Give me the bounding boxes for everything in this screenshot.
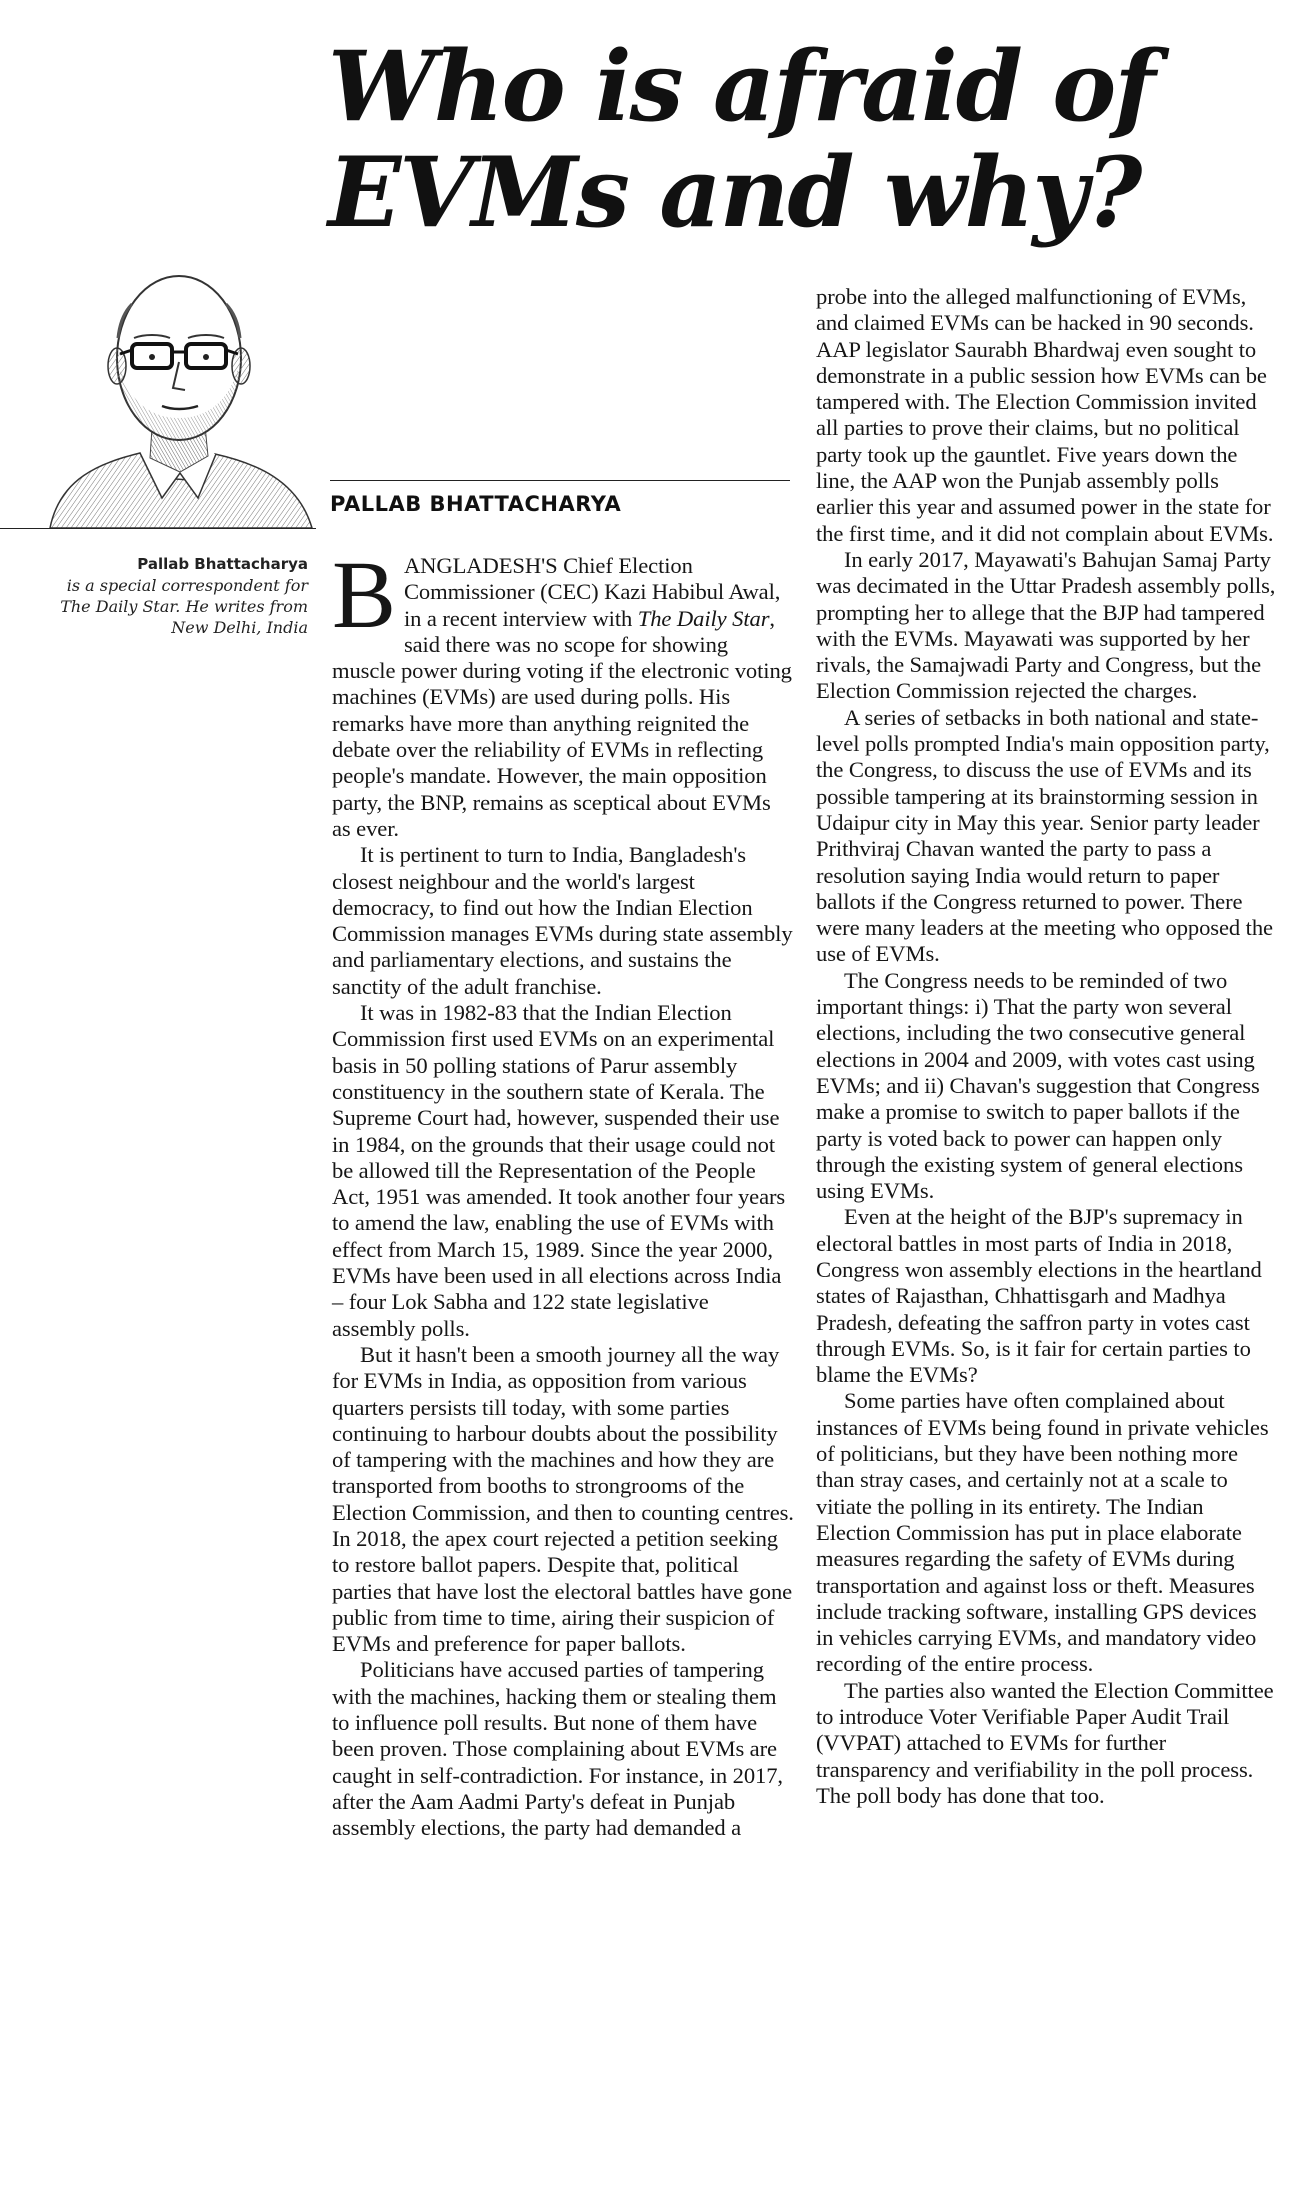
author-bio — [60, 554, 308, 638]
paragraph — [332, 541, 794, 842]
bio-author-name: Pallab Bhattacharya — [137, 555, 308, 573]
paragraph: But it hasn't been a smooth journey all the way for EVMs in India, as opposition from various quarters persists till today, with some parties continuing to harbour doubts about the possibility of tampering with the machines and how they are transported from booths to strongrooms of the Election Commission, and then to counting centres. In 2018, the apex court rejected a petition seeking to restore ballot papers. Despite that, political parties that have lost the electoral battles have gone public from time to time, airing their suspicion of EVMs and preference for paper ballots. — [332, 1341, 794, 1657]
byline: PALLAB BHATTACHARYA — [330, 492, 622, 516]
paragraph: The Congress needs to be reminded of two important things: i) That the party won several elections, including the two consecutive general elections in 2004 and 2009, with votes cast using EVMs; and ii) Chavan's suggestion that Congress make a promise to switch to paper ballots if the party is voted back to power can happen only through the existing system of general elections using EVMs. — [816, 967, 1260, 1204]
paragraph-text: , said there was no scope for showing muscle power during voting if the electronic voting machines (EVMs) are used during polls. His remarks have more than anything reignited the debate over the reliability of EVMs in reflecting people's mandate. However, the main opposition party, the BNP, remains as sceptical about EVMs as ever. — [332, 605, 792, 841]
headline-line-2: EVMs and why? — [328, 136, 1141, 249]
paragraph: Even at the height of the BJP's supremacy in electoral battles in most parts of India in 2018, Congress won assembly elections in the heartland states of Rajasthan, Chhattisgarh and Madhya Pradesh, defeating the saffron party in votes cast through EVMs. So, is it fair for certain parties to blame the EVMs? — [816, 1204, 1262, 1388]
bio-text: is a special correspondent for The Daily Star. He writes from New Delhi, India — [60, 576, 308, 637]
paragraph: probe into the alleged malfunctioning of EVMs, and claimed EVMs can be hacked in 90 seconds. AAP legislator Saurabh Bhardwaj even sought to demonstrate in a public session how EVMs can be tampered with. The Election Commission invited all parties to prove their claims, but no political party took up the gauntlet. Five years down the line, the AAP won the Punjab assembly polls earlier this year and assumed power in the state for the first time, and it did not complain about EVMs. — [816, 284, 1274, 546]
paragraph: Politicians have accused parties of tampering with the machines, hacking them or stealing them to influence poll results. But none of them have been proven. Those complaining about EVMs are caught in self-contradiction. For instance, in 2017, after the Aam Aadmi Party's defeat in Punjab assembly elections, the party had demanded a — [332, 1657, 783, 1841]
drop-cap: B — [332, 541, 396, 648]
article-column-1 — [332, 541, 794, 1842]
paragraph: The parties also wanted the Election Committee to introduce Voter Verifiable Paper Audit Trail (VVPAT) attached to EVMs for further transparency and verifiability in the poll process. The poll body has done that too. — [816, 1677, 1274, 1808]
article-column-2 — [816, 284, 1278, 1809]
paragraph: A series of setbacks in both national and state-level polls prompted India's main opposition party, the Congress, to discuss the use of EVMs and its possible tampering at its brainstorming session in Udaipur city in May this year. Senior party leader Prithviraj Chavan wanted the party to pass a resolution saying India would return to paper ballots if the Congress returned to power. There were many leaders at the meeting who opposed the use of EVMs. — [816, 704, 1273, 967]
paragraph: It was in 1982-83 that the Indian Election Commission first used EVMs on an experimental basis in 50 polling stations of Parur assembly constituency in the southern state of Kerala. The Supreme Court had, however, suspended their use in 1984, on the grounds that their usage could not be allowed till the Representation of the People Act, 1951 was amended. It took another four years to amend the law, enabling the use of EVMs with effect from March 15, 1989. Since the year 2000, EVMs have been used in all elections across India – four Lok Sabha and 122 state legislative assembly polls. — [332, 1000, 786, 1341]
paragraph-text: ANGLADESH'S Chief Election Commissioner (CEC) Kazi Habibul Awal, in a recent interview with — [403, 553, 781, 631]
publication-name: The Daily Star — [637, 605, 770, 631]
headline-line-1: Who is afraid of — [328, 30, 1154, 143]
paragraph: Some parties have often complained about instances of EVMs being found in private vehicles of politicians, but they have been nothing more than stray cases, and certainly not at a scale to vitiate the polling in its entirety. The Indian Election Commission has put in place elaborate measures regarding the safety of EVMs during transportation and against loss or theft. Measures include tracking software, installing GPS devices in vehicles carrying EVMs, and mandatory video recording of the entire process. — [816, 1388, 1269, 1677]
byline-divider — [330, 480, 790, 481]
paragraph: In early 2017, Mayawati's Bahujan Samaj Party was decimated in the Uttar Pradesh assembly polls, prompting her to allege that the BJP had tampered with the EVMs. Mayawati was supported by her rivals, the Samajwadi Party and Congress, but the Election Commission rejected the charges. — [816, 546, 1276, 704]
headline — [328, 30, 1228, 249]
bio-divider — [0, 528, 316, 529]
author-portrait — [40, 258, 320, 528]
paragraph: It is pertinent to turn to India, Bangladesh's closest neighbour and the world's largest democracy, to find out how the Indian Election Commission manages EVMs during state assembly and parliamentary elections, and sustains the sanctity of the adult franchise. — [332, 842, 793, 999]
